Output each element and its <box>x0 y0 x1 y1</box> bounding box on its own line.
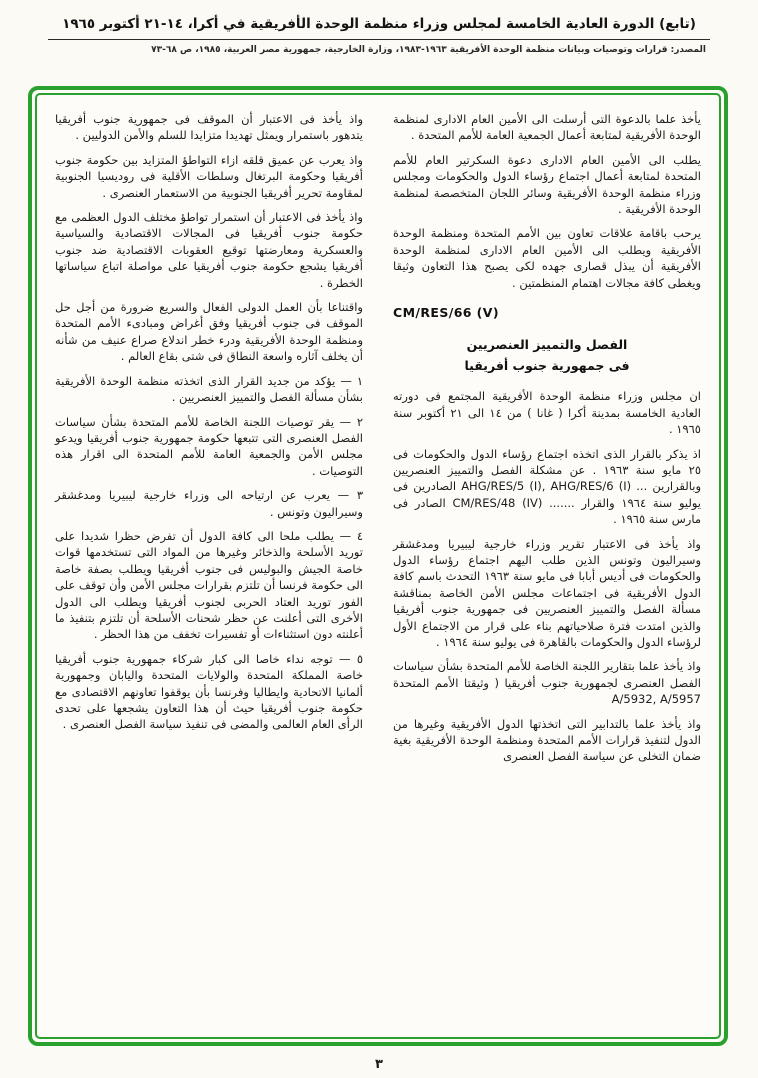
numbered-item: ٢ — يقر توصيات اللجنة الخاصة للأمم المتحدة بشأن سياسات الفصل العنصرى التى تتبعها حكومة جمهورية جنوب أفريقيا ويدعو مجلس الأمن والجمعية العامة للأمم المتحدة الى اقرار هذه التوصيات . <box>55 414 363 478</box>
page-header <box>0 0 758 55</box>
paragraph: واذ يأخذ فى الاعتبار أن الموقف فى جمهورية جنوب أفريقيا يتدهور باستمرار ويمثل تهديدا متزايدا للسلم والأمن الدوليين . <box>55 112 363 143</box>
paragraph: يطلب الى الأمين العام الادارى دعوة السكرتير العام للأمم المتحدة لمتابعة أعمال اجتماع رؤساء الدول والحكومات ومجلس وزراء منظمة الوحدة الأفريقية وسائر اللجان المتخصصة لمنظمة الوحدة الأفريقية . <box>393 152 701 217</box>
resolution-title-line2: فى جمهورية جنوب أفريقيا <box>464 357 630 373</box>
paragraph: واذ يأخذ علما بتقارير اللجنة الخاصة للأمم المتحدة بشأن سياسات الفصل العنصرى لجمهورية جنوب أفريقيا ( وثيقتا الأمم المتحدة A/5932, A/5957 <box>393 659 701 707</box>
paragraph: ان مجلس وزراء منظمة الوحدة الأفريقية المجتمع فى دورته العادية الخامسة بمدينة أكرا ( غانا ) من ١٤ الى ٢١ أكتوبر سنة ١٩٦٥ . <box>393 389 701 437</box>
paragraph: واقتناعا بأن العمل الدولى الفعال والسريع ضرورة من أجل حل الموقف فى جنوب أفريقيا وفق أغراض ومبادىء الأمم المتحدة ومنظمة الوحدة الأفريقية ودرء خطر اندلاع صراع عنيف من شأنه أن يخلف آثاره واسعة النطاق فى شتى بقاع العالم . <box>55 300 363 364</box>
numbered-item: ١ — يؤكد من جديد القرار الذى اتخذته منظمة الوحدة الأفريقية بشأن مسألة الفصل والتمييز العنصريين . <box>55 373 363 405</box>
paragraph: اذ يذكر بالقرار الذى اتخذه اجتماع رؤساء الدول والحكومات فى ٢٥ مايو سنة ١٩٦٣ . عن مشكلة الفصل والتمييز العنصريين وبالقرارين ... AHG/RES/5 (I), AHG/RES/6 (I) الصادرين فى يوليو سنة ١٩٦٤ والقرار ....... CM/RES/48 (IV) الصادر فى مارس سنة ١٩٦٥ . <box>393 446 702 527</box>
paragraph: يأخذ علما بالدعوة التى أرسلت الى الأمين العام الادارى لمنظمة الوحدة الأفريقية لمتابعة أعمال الجمعية العامة للأمم المتحدة . <box>393 112 701 143</box>
green-border-frame-inner <box>35 93 721 1039</box>
paragraph: واذ يأخذ فى الاعتبار أن استمرار تواطؤ مختلف الدول العظمى مع حكومة جنوب أفريقيا فى المجالات الاقتصادية والسياسية والعسكرية ومعارضتها توقيع العقوبات الاقتصادية ضد جنوب أفريقيا يشجع حكومة جنوب أفريقيا على مواصلة اتباع سياساتها الخطرة . <box>55 210 363 290</box>
paragraph: يرحب باقامة علاقات تعاون بين الأمم المتحدة ومنظمة الوحدة الأفريقية ويطلب الى الأمين العام الادارى لمنظمة الوحدة الأفريقية أن يبذل قصارى جهده لكى يصبح هذا التعاون وثيقا ويغطى كافة مجالات اهتمام المنظمتين . <box>393 226 701 290</box>
paragraph: واذ يعرب عن عميق قلقه ازاء التواطؤ المتزايد بين حكومة جنوب أفريقيا وحكومة البرتغال وسلطات الأقلية فى روديسيا الجنوبية لمقاومة تحرير أفريقيا الجنوبية من الاستعمار العنصرى . <box>55 152 363 200</box>
numbered-item: ٣ — يعرب عن ارتياحه الى وزراء خارجية ليبيريا ومدغشقر وسيراليون وتونس . <box>55 488 363 519</box>
resolution-code: CM/RES/66 (V) <box>393 305 499 321</box>
right-column <box>393 111 701 1027</box>
document-title: (تابع) الدورة العادية الخامسة لمجلس وزراء منظمة الوحدة الأفريقية في أكرا، ١٤-٢١ أكتوبر ١٩٦٥ <box>62 16 696 32</box>
green-border-frame <box>28 86 728 1046</box>
paragraph: واذ يأخذ فى الاعتبار تقرير وزراء خارجية ليبيريا ومدغشقر وسيراليون وتونس الذين طلب اليهم اجتماع رؤساء الدول والحكومات فى أديس أبابا فى مايو سنة ١٩٦٣ التحدث باسم كافة الدول الأفريقية فى اجتماعات مجلس الأمن الخاصة بمناقشة مسألة الفصل والتمييز العنصريين فى جمهورية جنوب أفريقيا والذين امتدت فترة صلاحياتهم بناء على قرار من الاجتماع الأول لرؤساء الدول والحكومات بالقاهرة فى يوليو سنة ١٩٦٤ . <box>393 536 702 649</box>
resolution-title-line1: الفصل والتمييز العنصريين <box>466 337 628 353</box>
left-column <box>55 111 363 1027</box>
numbered-item: ٤ — يطلب ملحا الى كافة الدول أن تفرض حظرا شديدا على توريد الأسلحة والذخائر وغيرها من المواد التى تستخدمها قوات خاصة الجيش والبوليس فى جنوب أفريقيا ويطلب بصفة خاصة الى حكومة فرنسا أن تلتزم بقرارات مجلس الأمن وأن توقف على الفور توريد العتاد الحربى لجنوب أفريقيا ويطلب الى الدول الأخرى التى أعلنت عن حظر شحنات الأسلحة أن تلتزم بتنفيذ ما أعلنته دون استثناءات أو تفسيرات تخفف من هذا الحظر . <box>55 528 363 642</box>
page-number: ٣ <box>375 1057 383 1072</box>
source-line: المصدر: قرارات وتوصيات وبيانات منظمة الوحدة الأفريقية ١٩٦٣-١٩٨٣، وزارة الخارجية، جمهورية مصر العربية، ١٩٨٥، ص ٦٨-٧٣ <box>151 45 706 55</box>
paragraph: واذ يأخذ علما بالتدابير التى اتخذتها الدول الأفريقية وغيرها من الدول لتنفيذ قرارات الأمم المتحدة ومنظمة الوحدة الأفريقية بغية ضمان التخلى عن سياسة الفصل العنصرى <box>393 716 701 764</box>
two-column-text <box>55 111 701 1027</box>
header-divider <box>48 39 710 40</box>
numbered-item: ٥ — توجه نداء خاصا الى كبار شركاء جمهورية جنوب أفريقيا خاصة المملكة المتحدة والولايات المتحدة واليابان وجمهورية ألمانيا الاتحادية وايطاليا وفرنسا بأن يوقفوا تعاونهم الاقتصادى مع حكومة جنوب أفريقيا حيث أن هذا التعاون يشجعها على تحدى الرأى العام العالمى والمضى فى تنفيذ سياسة الفصل العنصرى . <box>55 651 363 732</box>
